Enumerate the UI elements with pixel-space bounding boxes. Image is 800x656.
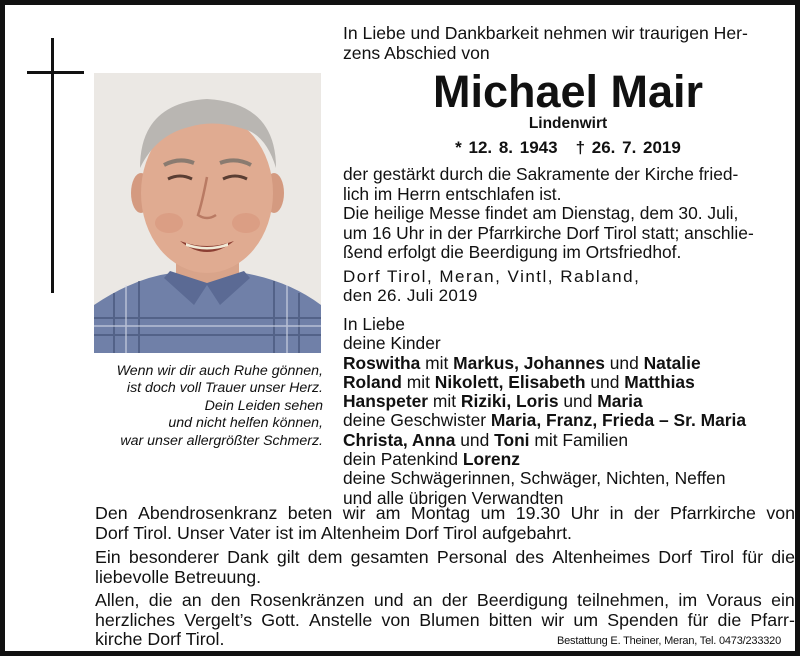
justified-line <box>95 548 795 568</box>
word: den <box>210 590 241 610</box>
notice-date: den 26. Juli 2019 <box>343 286 478 306</box>
deceased-name: Michael Mair <box>432 66 704 117</box>
details-line: der gestärkt durch die Sakramente der Kirche fried- <box>343 164 739 184</box>
word: im <box>678 590 698 610</box>
word: für <box>687 609 709 630</box>
word: des <box>515 547 544 567</box>
word: und <box>373 590 404 610</box>
word: am <box>375 503 401 523</box>
poem-line: Dein Leiden sehen <box>204 397 323 414</box>
word: Abendrosenkranz <box>138 503 278 523</box>
connector: und <box>604 352 644 373</box>
word: von <box>766 503 795 523</box>
word: Dank <box>227 547 269 567</box>
connector: und <box>585 371 625 392</box>
mourner-family <box>343 373 793 392</box>
word: wir <box>342 503 366 523</box>
word: die <box>771 547 795 567</box>
portrait-illustration <box>94 73 321 353</box>
word: gesamten <box>350 547 429 567</box>
word: von <box>381 609 411 630</box>
details-line: um 16 Uhr in der Pfarrkirche Dorf Tirol statt; anschlie- <box>343 222 754 243</box>
word: um <box>573 609 599 630</box>
word: Anstelle <box>309 609 373 630</box>
places: Dorf Tirol, Meran, Vintl, Rabland, <box>343 267 641 286</box>
justified-line <box>95 611 795 631</box>
word: Ein <box>95 547 121 567</box>
connector: dein Patenkind <box>343 449 463 470</box>
mourner-relatives: deine Schwägerinnen, Schwäger, Nichten, Neffen <box>343 468 726 489</box>
mourner-relatives: und alle übrigen Verwandten <box>343 487 564 508</box>
mourner-name: Toni <box>494 429 530 450</box>
word: bitten <box>488 609 533 630</box>
word: Personal <box>436 547 508 567</box>
word: besonderer <box>128 547 219 567</box>
word: Gott. <box>261 609 300 630</box>
connector: mit <box>420 352 454 373</box>
memorial-poem <box>91 363 323 450</box>
word: Blumen <box>419 609 480 630</box>
rosary-paragraph <box>95 504 795 543</box>
justified-line <box>95 504 795 524</box>
word: die <box>717 609 742 630</box>
mourner-family <box>343 354 793 373</box>
word: wir <box>541 609 565 630</box>
connector: und <box>558 391 598 412</box>
mourner-godchild <box>343 450 793 469</box>
mourner-name: Hanspeter <box>343 391 429 412</box>
word: Voraus <box>706 590 762 610</box>
mourners-children-label: deine Kinder <box>343 333 441 354</box>
word: für <box>742 547 764 567</box>
poem-line: Wenn wir dir auch Ruhe gönnen, <box>116 363 323 379</box>
word: gilt <box>276 547 300 567</box>
details-line: ßend erfolgt die Beerdigung im Ortsfriedhof. <box>343 242 682 263</box>
details-line: lich im Herrn entschlafen ist. <box>343 183 562 204</box>
word: herzliches <box>95 609 176 630</box>
intro-line: In Liebe und Dankbarkeit nehmen wir traurigen Her- <box>343 23 748 43</box>
mourner-name: Matthias <box>624 371 695 392</box>
mourner-name: Roswitha <box>343 352 421 373</box>
word: Beerdigung <box>476 590 568 610</box>
word: ein <box>771 590 795 610</box>
details-line: Die heilige Messe findet am Dienstag, dem 30. Juli, <box>343 203 739 224</box>
word: um <box>480 503 506 523</box>
word: beten <box>287 503 333 523</box>
cross-vertical-bar <box>51 38 54 293</box>
mourner-name: Natalie <box>643 352 701 373</box>
poem-line: und nicht helfen können, <box>168 415 323 432</box>
word: Dorf <box>658 547 692 567</box>
connector: mit Familien <box>529 429 629 450</box>
word: Vergelt’s <box>184 609 253 630</box>
funeral-home-credit: Bestattung E. Theiner, Meran, Tel. 0473/233320 <box>556 635 781 647</box>
word: in <box>609 503 624 523</box>
funeral-details <box>343 165 793 263</box>
mourner-siblings <box>343 431 793 450</box>
connector: mit <box>401 371 435 392</box>
word: Tirol <box>700 547 735 567</box>
word: der <box>633 503 660 523</box>
life-dates <box>343 138 793 158</box>
mourner-name: Christa, Anna <box>343 429 456 450</box>
paragraph-line: Dorf Tirol. Unser Vater ist im Altenheim Dorf Tirol aufgebahrt. <box>95 522 572 543</box>
intro-text <box>343 24 793 63</box>
birth-date: * 12. 8. 1943 <box>455 138 558 157</box>
place-and-date <box>343 267 793 306</box>
mourner-siblings <box>343 411 793 430</box>
poem-line: ist doch voll Trauer unser Herz. <box>126 380 323 397</box>
word: Altenheimes <box>552 547 651 567</box>
cross-horizontal-bar <box>27 71 84 74</box>
word: an <box>412 590 433 610</box>
poem-line: war unser allergrößter Schmerz. <box>120 432 323 449</box>
mourner-name: Roland <box>343 371 402 392</box>
thanks-paragraph <box>95 548 795 587</box>
occupation: Lindenwirt <box>528 115 608 132</box>
mourners-list <box>343 315 793 508</box>
connector: und <box>455 429 495 450</box>
portrait-photo <box>94 73 321 353</box>
mourner-name: Nikolett, Elisabeth <box>434 371 586 392</box>
word: der <box>441 590 468 610</box>
word: dem <box>307 547 343 567</box>
word: Spenden <box>607 609 679 630</box>
word: Pfarr- <box>750 609 795 630</box>
mourner-name: Riziki, Loris <box>460 391 559 412</box>
mourner-name: Maria, Franz, Frieda – Sr. Maria <box>490 410 747 431</box>
intro-line: zens Abschied von <box>343 42 490 63</box>
mourner-name: Lorenz <box>462 449 520 470</box>
word: die <box>148 590 173 610</box>
justified-line <box>95 591 795 611</box>
word: teilnehmen, <box>577 590 670 610</box>
word: 19.30 <box>515 503 561 523</box>
paragraph-line: kirche Dorf Tirol. <box>95 629 225 650</box>
mourner-name: Maria <box>597 391 643 412</box>
mourner-name: Markus, Johannes <box>453 352 605 373</box>
mourners-intro: In Liebe <box>343 314 405 334</box>
word: Rosenkränzen <box>249 590 365 610</box>
word: an <box>181 590 202 610</box>
word: Uhr <box>570 503 600 523</box>
word: Den <box>95 503 128 523</box>
death-date: † 26. 7. 2019 <box>575 138 681 157</box>
word: Pfarrkirche <box>669 503 756 523</box>
connector: deine Geschwister <box>343 410 491 431</box>
word: Montag <box>410 503 471 523</box>
connector: mit <box>428 391 461 412</box>
word: Allen, <box>95 590 140 610</box>
mourner-family <box>343 392 793 411</box>
paragraph-line: liebevolle Betreuung. <box>95 566 262 587</box>
